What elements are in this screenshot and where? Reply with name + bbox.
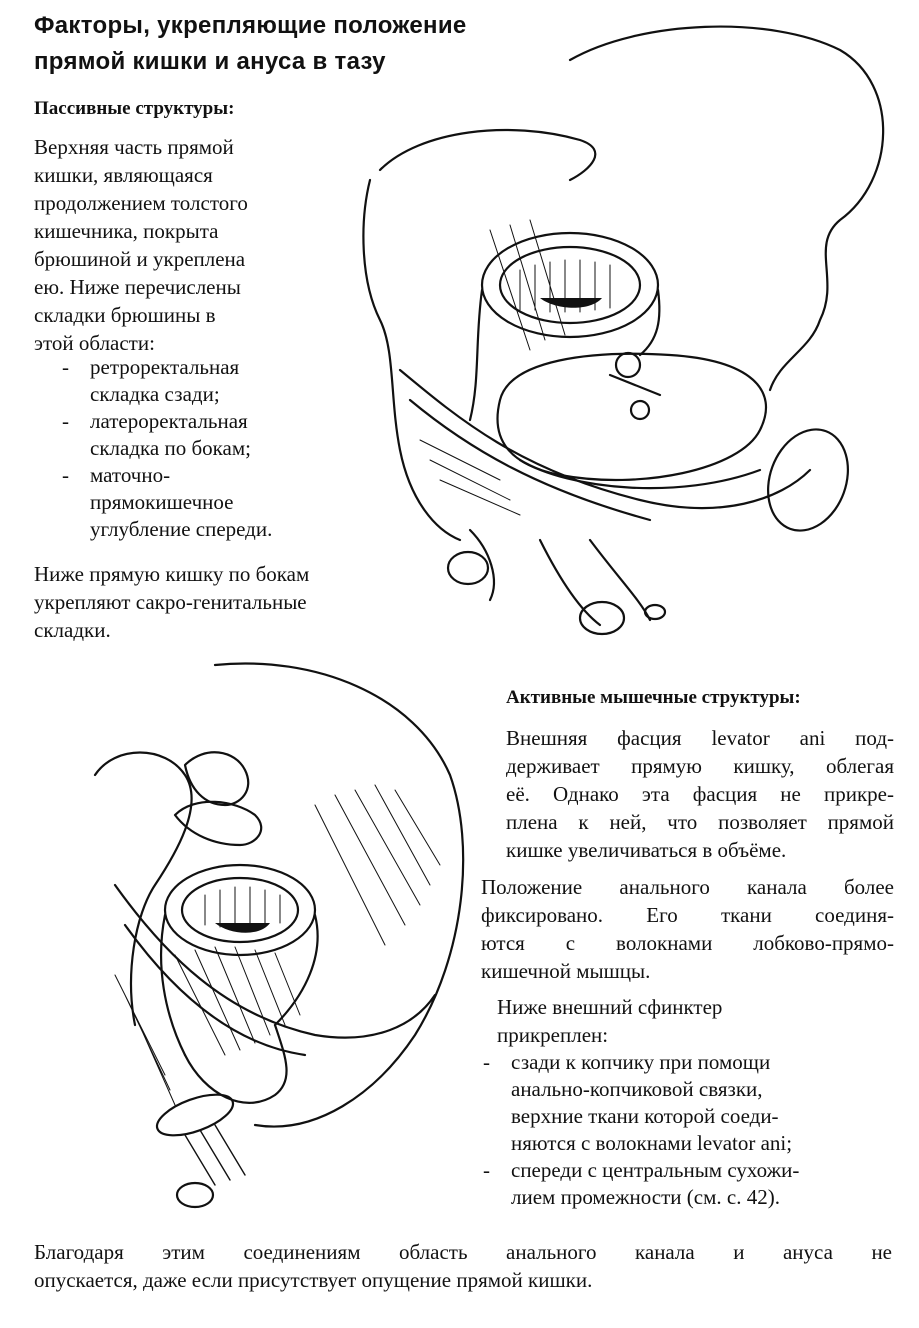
text-line: - сзади к копчику при помощи — [511, 1050, 771, 1074]
text-line: верхние ткани которой соеди- — [511, 1104, 779, 1128]
text-line: ею. Ниже перечислены — [34, 275, 241, 299]
text-line: укрепляют сакро-генитальные — [34, 590, 307, 614]
list-item — [481, 1157, 901, 1211]
text-line: лием промежности (см. с. 42). — [511, 1185, 780, 1209]
text-line: плена к ней, что позволяет прямой — [506, 810, 894, 834]
active-list — [481, 1049, 901, 1211]
text-line: Верхняя часть прямой — [34, 135, 234, 159]
text-line: фиксировано. Его ткани соединя- — [481, 903, 894, 927]
passive-list — [34, 354, 354, 543]
text-line: кишечника, покрыта — [34, 219, 219, 243]
text-line: Ниже внешний сфинктер — [497, 995, 723, 1019]
pelvis-illustration-bottom — [55, 655, 475, 1215]
text-line: брюшиной и укреплена — [34, 247, 246, 271]
passive-intro — [34, 133, 334, 357]
list-item — [34, 354, 354, 408]
text-line: кишке увеличиваться в объёме. — [506, 838, 787, 862]
list-item — [481, 1049, 901, 1157]
text-line: - маточно- — [90, 463, 171, 487]
text-line: прямокишечное — [90, 490, 234, 514]
text-line: её. Однако эта фасция не прикре- — [506, 782, 894, 806]
title-line-2: прямой кишки и ануса в тазу — [34, 48, 386, 75]
text-line: Положение анального канала более — [481, 875, 894, 899]
text-line: складка по бокам; — [90, 436, 251, 460]
text-line: этой области: — [34, 331, 155, 355]
text-line: няются с волокнами levator ani; — [511, 1131, 793, 1155]
text-line: кишечной мышцы. — [481, 959, 651, 983]
pelvis-illustration-top — [340, 20, 910, 660]
active-para-3 — [497, 993, 897, 1049]
text-line: кишки, являющаяся — [34, 163, 213, 187]
title-line-1: Факторы, укрепляющие положение — [34, 12, 467, 39]
text-line: углубление спереди. — [90, 517, 273, 541]
active-heading: Активные мышечные структуры: — [506, 687, 801, 708]
text-line: складки. — [34, 618, 111, 642]
text-line: анально-копчиковой связки, — [511, 1077, 763, 1101]
active-para-2 — [481, 873, 894, 985]
active-para-1 — [506, 724, 894, 864]
text-line: Внешняя фасция levator ani под- — [506, 726, 894, 750]
text-line: продолжением толстого — [34, 191, 248, 215]
list-item — [34, 462, 354, 543]
passive-heading: Пассивные структуры: — [34, 98, 235, 119]
text-line: - спереди с центральным сухожи- — [511, 1158, 800, 1182]
text-line: - ретроректальная — [90, 355, 240, 379]
text-line: складки брюшины в — [34, 303, 216, 327]
text-line: Ниже прямую кишку по бокам — [34, 562, 310, 586]
text-line: прикреплен: — [497, 1023, 609, 1047]
text-line: Благодаря этим соединениям область анального канала и ануса не — [34, 1240, 892, 1264]
text-line: опускается, даже если присутствует опущение прямой кишки. — [34, 1268, 593, 1292]
list-item — [34, 408, 354, 462]
text-line: держивает прямую кишку, облегая — [506, 754, 894, 778]
footer-text — [34, 1238, 892, 1294]
text-line: - латероректальная — [90, 409, 248, 433]
text-line: складка сзади; — [90, 382, 220, 406]
text-line: ются с волокнами лобково-прямо- — [481, 931, 894, 955]
